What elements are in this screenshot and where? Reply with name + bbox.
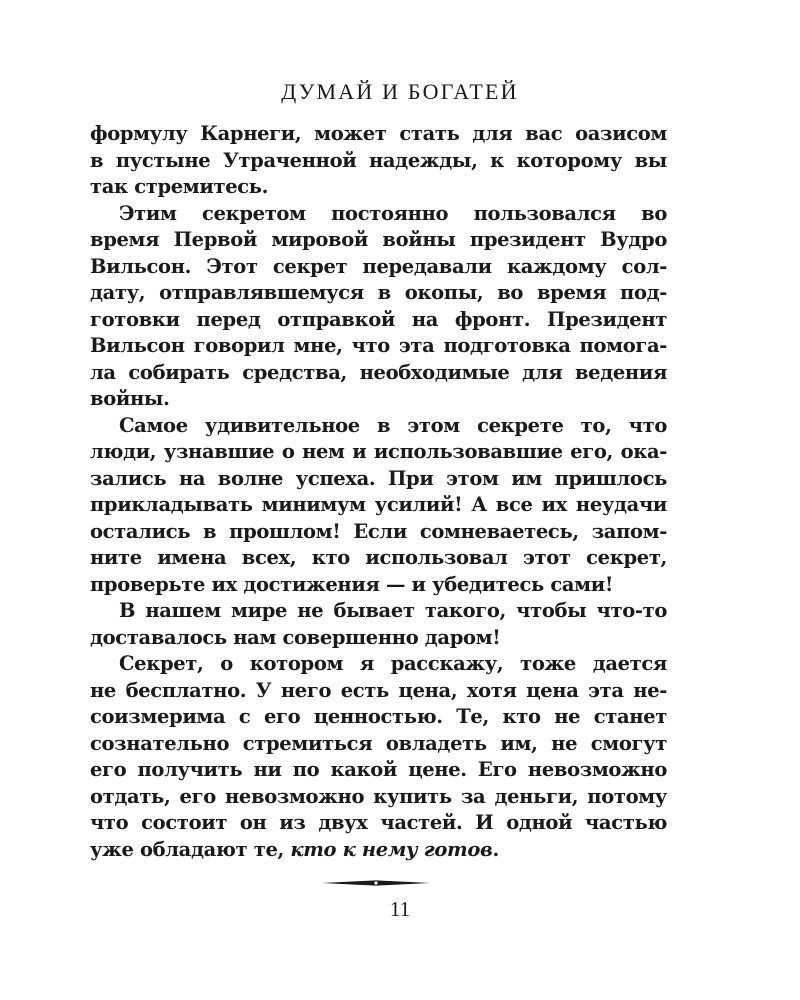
final-period: . [492,837,499,861]
text-line: дату, отправлявшемуся в окопы, во время под- [90,281,667,304]
running-head: ДУМАЙ И БОГАТЕЙ [281,79,519,104]
text-line: его получить ни по какой цене. Его невозможно [90,758,667,781]
text-line: зались на волне успеха. При этом им пришлось [90,466,667,490]
text-line: ните имена всех, кто использовал этот секрет, [90,546,667,569]
text-line: войны. [90,387,170,410]
text-line: Вильсон говорил мне, что эта подготовка помога- [90,334,667,357]
text-line: люди, узнавшие о нем и использовавшие его, ока- [90,440,667,463]
text-line: ла собирать средства, необходимые для ведения [90,360,667,384]
paragraph-first-line: Секрет, о котором я расскажу, тоже дается [119,652,667,675]
text-line: готовки перед отправкой на фронт. Президент [90,307,667,331]
paragraph-first-line: Этим секретом постоянно пользовался во [119,201,667,225]
page-number: 11 [389,897,411,921]
text-line: соизмерима с его ценностью. Те, кто не станет [90,705,667,728]
text-line: сознательно стремиться овладеть им, не смогут [90,731,667,755]
text-line: прикладывать минимум усилий! А все их неудачи [90,493,667,516]
text-line: доставалось нам совершенно даром! [90,625,501,649]
text-line: отдать, его невозможно купить за деньги, потому [90,784,667,808]
text-line: остались в прошлом! Если сомневаетесь, запом- [90,519,667,543]
text-line-final [90,837,667,864]
text-line: не бесплатно. У него есть цена, хотя цена эта не- [90,678,667,702]
text-line: что состоит он из двух частей. И одной частью [90,811,667,834]
ornament-divider-icon [322,877,430,889]
text-line: проверьте их достижения — и убедитесь сами! [90,572,614,596]
body-text [90,121,667,863]
final-plain-text: уже обладают те, [90,837,284,861]
final-italic-text: кто к нему готов [290,837,493,861]
paragraph-first-line: В нашем мире не бывает такого, чтобы что-то [119,599,667,622]
text-line: в пустыне Утраченной надежды, к которому вы [90,148,667,172]
text-line: так стремитесь. [90,175,269,198]
text-line: Вильсон. Этот секрет передавали каждому сол- [90,254,667,278]
text-line: время Первой мировой войны президент Вудро [90,228,667,251]
paragraph-first-line: Самое удивительное в этом секрете то, что [119,413,667,437]
text-line: формулу Карнеги, может стать для вас оазисом [90,122,667,145]
